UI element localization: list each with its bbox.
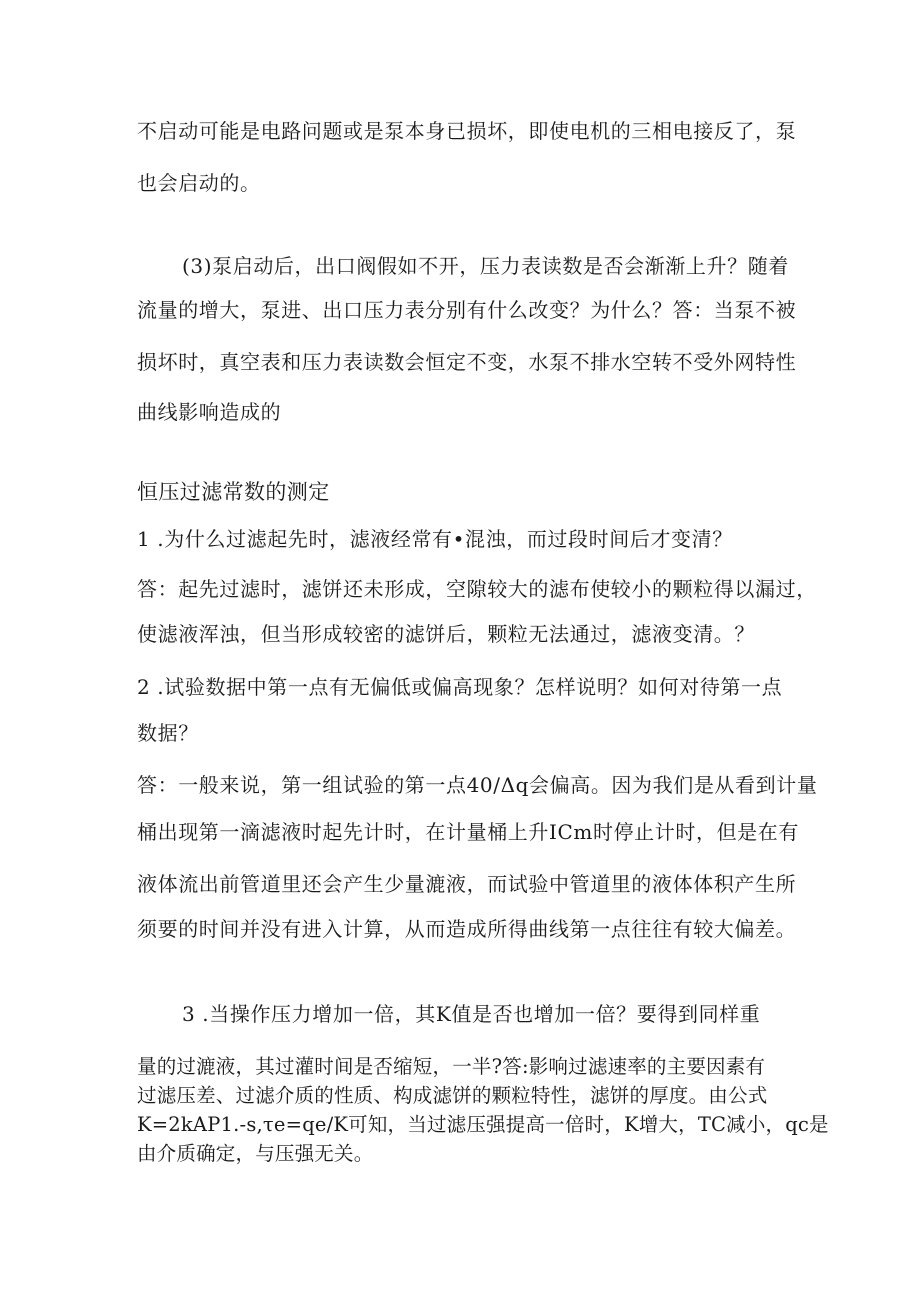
q3-answer-line: 过滤压差、过滤介质的性质、构成滤饼的颗粒特性，滤饼的厚度。由公式 — [137, 1084, 768, 1107]
q1-answer-line: 答：起先过滤时，滤饼还未形成，空隙较大的滤布使较小的颗粒得以漏过， — [137, 577, 817, 601]
q3-answer-line: 由介质确定，与压强无关。 — [137, 1142, 374, 1165]
q2-answer-line: 桶出现第一滴滤液时起先计时，在计量桶上升ICm时停止计时，但是在有 — [137, 820, 799, 844]
question-3-pump-line: (3)泵启动后，出口阀假如不开，压力表读数是否会渐渐上升？随着 — [182, 254, 789, 278]
q1-answer-line: 使滤液浑浊，但当形成较密的滤饼后，颗粒无法通过，滤液变清。？ — [137, 622, 755, 646]
q2-question-line: 数据？ — [137, 721, 199, 745]
section-heading: 恒压过滤常数的测定 — [137, 480, 330, 504]
q2-answer-line: 答：一般来说，第一组试验的第一点40∕Δq会偏高。因为我们是从看到计量 — [137, 773, 818, 797]
q2-question-line: 2 .试验数据中第一点有无偏低或偏高现象？怎样说明？如何对待第一点 — [137, 675, 783, 699]
q3-answer-line: K=2kAP1.-s,τe=qe∕K可知，当过滤压强提高一倍时，K增大，TC减小，qc是 — [137, 1113, 829, 1136]
q2-answer-line: 须要的时间并没有进入计算，从而造成所得曲线第一点往往有较大偏差。 — [137, 917, 797, 941]
q1-question: 1 .为什么过滤起先时，滤液经常有•混浊，而过段时间后才变清？ — [137, 527, 733, 551]
question-3-pump-line: 曲线影响造成的 — [137, 400, 282, 424]
paragraph-line: 不启动可能是电路问题或是泵本身已损坏，即使电机的三相电接反了，泵 — [137, 119, 797, 143]
q3-question-line: 3 .当操作压力增加一倍，其K值是否也增加一倍？要得到同样重 — [182, 1002, 761, 1026]
question-3-pump-line: 流量的增大，泵进、出口压力表分别有什么改变？为什么？答：当泵不被 — [137, 298, 797, 322]
q3-answer-line: 量的过漉液，其过灌时间是否缩短，一半?答:影响过滤速率的主要因素有 — [137, 1055, 766, 1078]
question-3-pump-line: 损坏时，真空表和压力表读数会恒定不变，水泵不排水空转不受外网特性 — [137, 350, 797, 374]
paragraph-line: 也会启动的。 — [137, 171, 261, 195]
q2-answer-line: 液体流出前管道里还会产生少量漉液，而试验中管道里的液体体积产生所 — [137, 872, 797, 896]
